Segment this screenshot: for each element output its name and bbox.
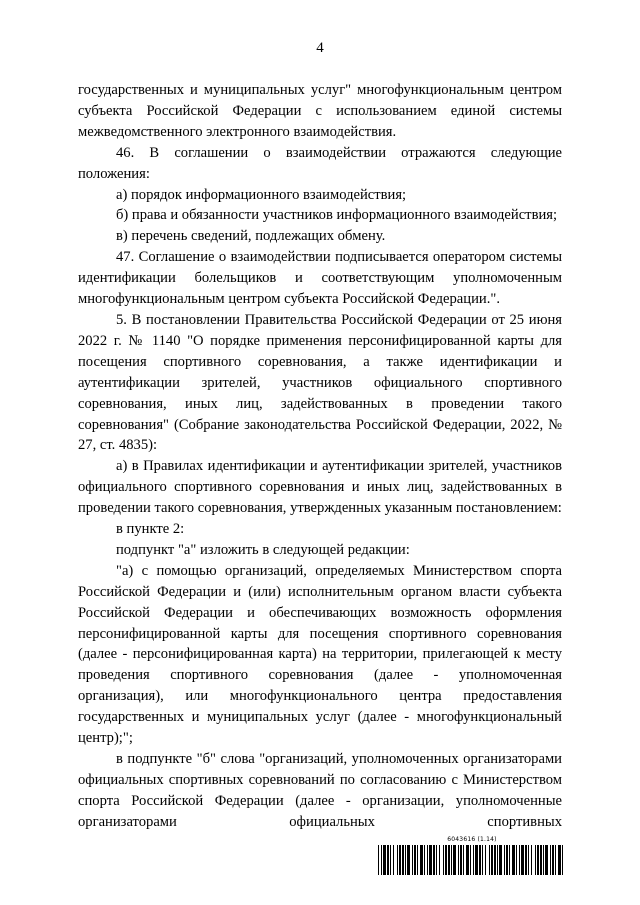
paragraph-subpoint-a-text: "а) с помощью организаций, определяемых Министерством спорта Российской Федерации и (или) исполнительным органом власти субъекта Российской Федерации и обеспечивающих возможность оформления персонифицированной карты для посещения спортивного соревнования (далее - персонифицированная карта) на территории, прилегающей к месту проведения спортивного соревнования (далее - уполномоченная организация), или многофункционального центра предоставления государственных и муниципальных услуг (далее - многофункциональный центр);";: [78, 562, 562, 747]
list-item-v: в) перечень сведений, подлежащих обмену.: [116, 228, 386, 245]
barcode-caption: 6043616 (1.14): [447, 836, 497, 843]
barcode-icon: [378, 845, 566, 875]
paragraph-subpoint-b: в подпункте "б" слова "организаций, уполномоченных организаторами официальных спортивных соревнований по согласованию с Министерством спорта Российской Федерации (далее - организации, уполномоченные организаторами официальных спортивных: [78, 751, 562, 830]
paragraph-46: 46. В соглашении о взаимодействии отражаются следующие положения:: [78, 144, 562, 182]
paragraph-47: 47. Соглашение о взаимодействии подписывается оператором системы идентификации болельщиков и соответствующим уполномоченным многофункциональным центром субъекта Российской Федерации.".: [78, 249, 562, 308]
document-body: [78, 80, 562, 833]
paragraph-continuation: государственных и муниципальных услуг" многофункциональным центром субъекта Российской Федерации с использованием единой системы межведомственного электронного взаимодействия.: [78, 82, 562, 140]
document-barcode: [378, 836, 566, 875]
page-number: 4: [316, 40, 324, 56]
paragraph-point-2: в пункте 2:: [116, 521, 185, 538]
paragraph-5: 5. В постановлении Правительства Российской Федерации от 25 июня 2022 г. № 1140 "О порядке применения персонифицированной карты для посещения спортивного соревнования, а также идентификации и аутентификации зрителей, участников официального спортивного соревнования, иных лиц, задействованных в проведении такого соревнования" (Собрание законодательства Российской Федерации, 2022, № 27, ст. 4835):: [78, 311, 562, 454]
list-item-b: б) права и обязанности участников информационного взаимодействия;: [116, 207, 558, 224]
list-item-a: а) порядок информационного взаимодействия;: [116, 186, 407, 203]
paragraph-subpoint-a-intro: подпункт "а" изложить в следующей редакции:: [116, 541, 410, 558]
paragraph-5a: а) в Правилах идентификации и аутентификации зрителей, участников официального спортивного соревнования и иных лиц, задействованных в проведении такого соревнования, утвержденных указанным постановлением:: [78, 458, 562, 517]
